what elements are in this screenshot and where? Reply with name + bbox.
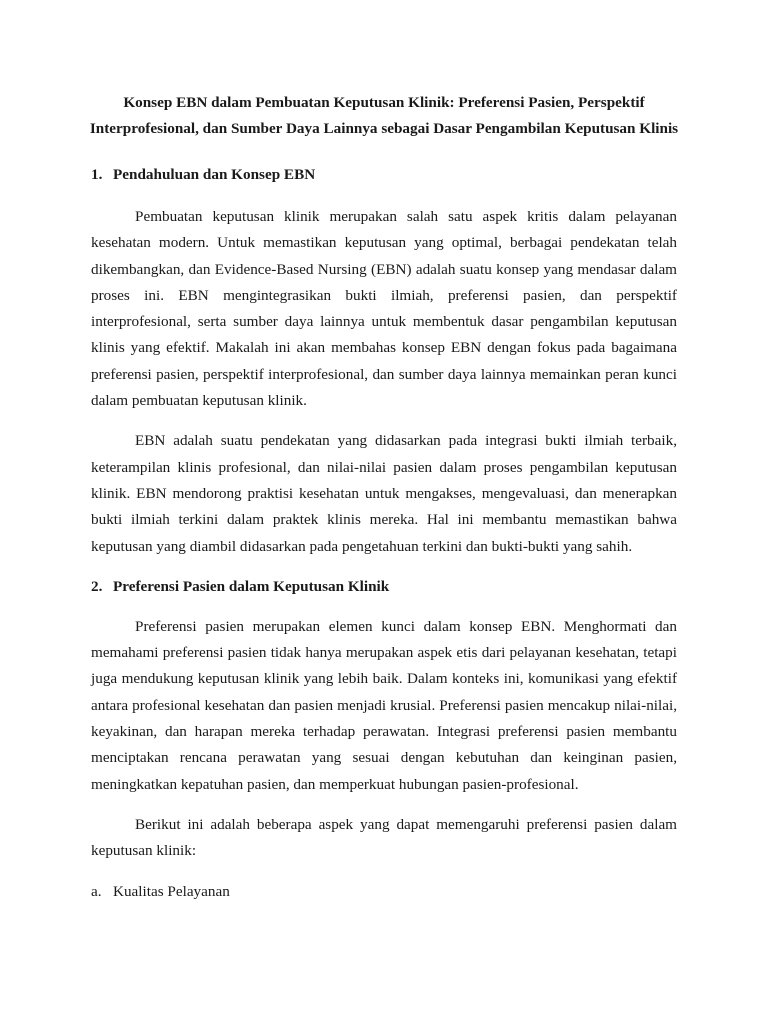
title-line-1: Konsep EBN dalam Pembuatan Keputusan Klinik: Preferensi Pasien, Perspektif — [123, 94, 645, 111]
section-2-title: Preferensi Pasien dalam Keputusan Klinik — [113, 577, 390, 595]
section-2-number: 2. — [91, 577, 103, 595]
document-page — [91, 88, 677, 905]
section-1-paragraph-2: EBN adalah suatu pendekatan yang didasarkan pada integrasi bukti ilmiah terbaik, keterampilan klinis profesional, dan nilai-nilai pasien dalam proses pengambilan keputusan klinik. EBN mendorong praktisi kesehatan untuk mengakses, mengevaluasi, dan menerapkan bukti ilmiah terkini dalam praktek klinis mereka. Hal ini membantu memastikan bahwa keputusan yang diambil didasarkan pada pengetahuan terkini dan bukti-bukti yang sahih. — [91, 432, 677, 555]
document-title — [84, 88, 684, 142]
subsection-a — [91, 879, 677, 905]
section-1-number: 1. — [91, 166, 103, 183]
section-1-paragraph-1: Pembuatan keputusan klinik merupakan salah satu aspek kritis dalam pelayanan kesehatan modern. Untuk memastikan keputusan yang optimal, berbagai pendekatan telah dikembangkan, dan Evidence-Based Nursing (EBN) adalah suatu konsep yang mendasar dalam proses ini. EBN mengintegrasikan bukti ilmiah, preferensi pasien, dan perspektif interprofesional, serta sumber daya lainnya untuk membentuk dasar pengambilan keputusan klinis yang efektif. Makalah ini akan membahas konsep EBN dengan fokus pada bagaimana preferensi pasien, perspektif interprofesional, dan sumber daya lainnya memainkan peran kunci dalam pembuatan keputusan klinik. — [91, 208, 677, 410]
section-1-title: Pendahuluan dan Konsep EBN — [113, 166, 316, 183]
section-2-heading — [91, 574, 677, 600]
section-1-heading — [91, 162, 677, 188]
section-2-paragraph-1: Preferensi pasien merupakan elemen kunci dalam konsep EBN. Menghormati dan memahami preferensi pasien tidak hanya merupakan aspek etis dari pelayanan kesehatan, tetapi juga mendukung keputusan klinik yang lebih baik. Dalam konteks ini, komunikasi yang efektif antara profesional kesehatan dan pasien menjadi krusial. Preferensi pasien mencakup nilai-nilai, keyakinan, dan harapan mereka terhadap perawatan. Integrasi preferensi pasien membantu menciptakan rencana perawatan yang sesuai dengan kebutuhan dan keinginan pasien, meningkatkan kepatuhan pasien, dan memperkuat hubungan pasien-profesional. — [91, 617, 677, 793]
section-2-paragraph-2: Berikut ini adalah beberapa aspek yang dapat memengaruhi preferensi pasien dalam keputusan klinik: — [91, 815, 677, 860]
subsection-a-letter: a. — [91, 882, 102, 900]
subsection-a-label: Kualitas Pelayanan — [113, 882, 230, 900]
title-line-2: Interprofesional, dan Sumber Daya Lainnya sebagai Dasar Pengambilan Keputusan Klinis — [89, 120, 679, 137]
